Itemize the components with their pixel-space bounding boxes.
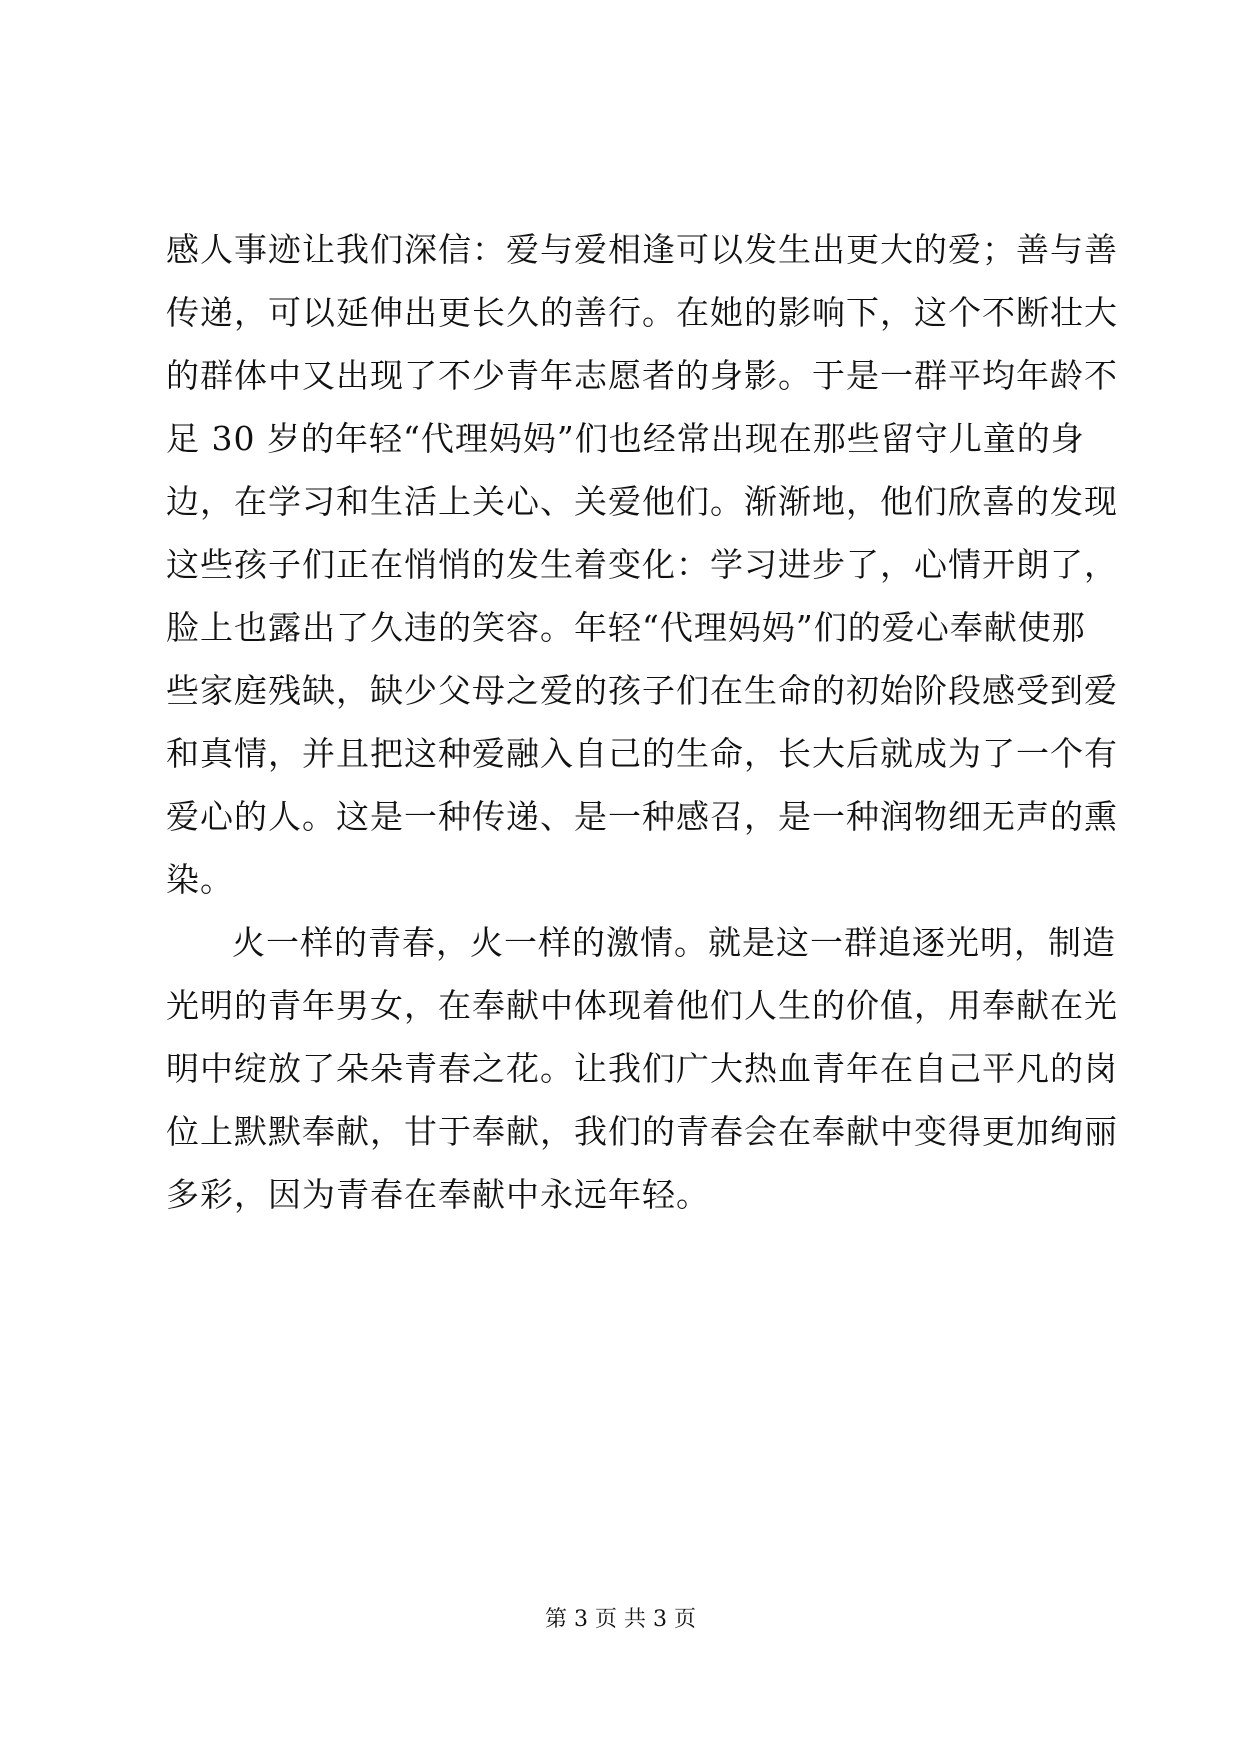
text-line: 爱心的人。这是一种传递、是一种感召，是一种润物细无声的熏 [166,797,1118,836]
text-line: 明中绽放了朵朵青春之花。让我们广大热血青年在自己平凡的岗 [166,1049,1118,1088]
page-number-footer: 第 3 页 共 3 页 [545,1607,696,1632]
paragraph-2 [166,911,1118,1226]
text-line: 这些孩子们正在悄悄的发生着变化：学习进步了，心情开朗了， [166,545,1118,584]
text-line: 光明的青年男女，在奉献中体现着他们人生的价值，用奉献在光 [166,986,1118,1025]
text-line: 多彩，因为青春在奉献中永远年轻。 [166,1175,710,1214]
text-line: 些家庭残缺，缺少父母之爱的孩子们在生命的初始阶段感受到爱 [166,671,1118,710]
document-body [166,218,1118,1226]
text-line: 位上默默奉献，甘于奉献，我们的青春会在奉献中变得更加绚丽 [166,1112,1118,1151]
text-line: 脸上也露出了久违的笑容。年轻“代理妈妈”们的爱心奉献使那 [166,608,1086,647]
text-line: 边，在学习和生活上关心、关爱他们。渐渐地，他们欣喜的发现 [166,482,1118,521]
text-line: 感人事迹让我们深信：爱与爱相逢可以发生出更大的爱；善与善 [166,230,1118,269]
text-line: 和真情，并且把这种爱融入自己的生命，长大后就成为了一个有 [166,734,1118,773]
text-line: 足 30 岁的年轻“代理妈妈”们也经常出现在那些留守儿童的身 [166,419,1085,458]
text-line: 染。 [166,860,234,899]
text-line: 的群体中又出现了不少青年志愿者的身影。于是一群平均年龄不 [166,356,1118,395]
text-line: 传递，可以延伸出更长久的善行。在她的影响下，这个不断壮大 [166,293,1118,332]
paragraph-1 [166,218,1118,911]
text-line: 火一样的青春，火一样的激情。就是这一群追逐光明，制造 [232,923,1116,962]
